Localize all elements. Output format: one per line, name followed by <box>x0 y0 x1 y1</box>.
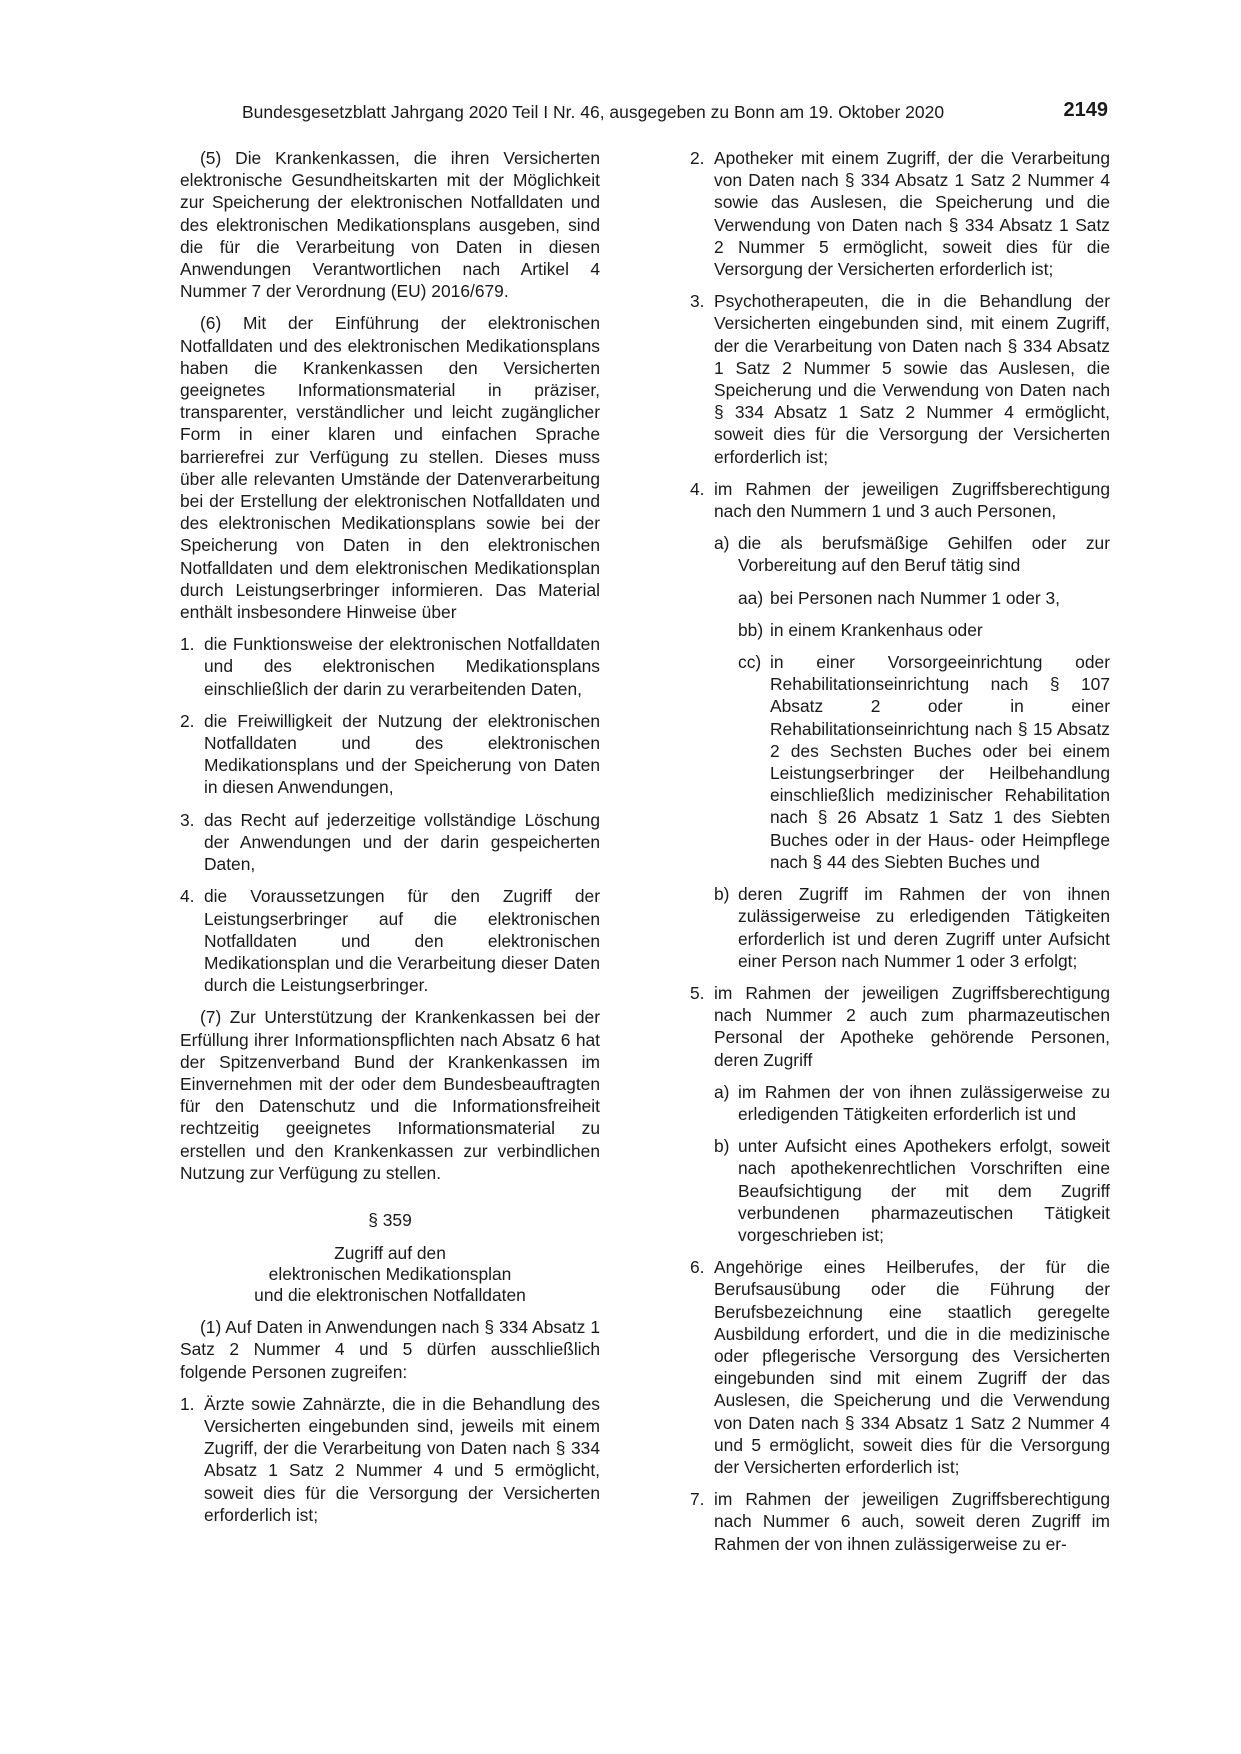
list-item-text: die Freiwilligkeit der Nutzung der elektronischen Notfalldaten und des elektronischen Medikationsplans und der Speicherung von Daten in diesen Anwendungen, <box>204 710 600 798</box>
section-title-line: Zugriff auf den <box>334 1243 446 1264</box>
sub-sub-list-item-letter: bb) <box>738 619 764 640</box>
sub-list-item <box>690 1135 1110 1246</box>
list-item-number: 1. <box>180 634 195 655</box>
sub-sub-list-item-letter: aa) <box>738 587 764 608</box>
sub-list-item <box>690 532 1110 576</box>
sub-sub-list-item <box>690 587 1110 609</box>
list-item <box>180 885 600 996</box>
list-item <box>180 710 600 799</box>
sub-sub-list-item-text: in einer Vorsorgeeinrichtung oder Rehabilitationseinrichtung nach § 107 Absatz 2 oder in einer Rehabilitationseinrichtung nach § 15 Absatz 2 des Sechsten Buches oder bei einem Leistungserbringer der Heilbehandlung einschließlich medizinischer Rehabilitation nach § 26 Absatz 1 Satz 1 des Siebten Buches oder in der Haus- oder Heimpflege nach § 44 des Siebten Buches und <box>770 652 1110 872</box>
sub-list-item-text: unter Aufsicht eines Apothekers erfolgt, soweit nach apothekenrechtlichen Vorschriften eine Beaufsichtigung der mit dem Zugriff verbundenen pharmazeutischen Tätigkeit vorgeschrieben ist; <box>738 1136 1110 1245</box>
list-item-number: 2. <box>180 710 195 731</box>
sub-list-item-text: deren Zugriff im Rahmen der von ihnen zulässigerweise zu erledigenden Tätigkeiten erforderlich ist und deren Zugriff unter Aufsicht einer Person nach Nummer 1 oder 3 erfolgt; <box>738 884 1110 971</box>
list-item <box>690 982 1110 1071</box>
sub-sub-list-item-text: in einem Krankenhaus oder <box>770 619 983 640</box>
list-item-number: 3. <box>180 809 195 830</box>
list-item <box>690 478 1110 522</box>
list-item-number: 7. <box>690 1489 705 1510</box>
list-item <box>690 1256 1110 1478</box>
sub-list-item <box>690 883 1110 972</box>
page-number: 2149 <box>1063 99 1108 121</box>
section-title <box>180 1243 600 1306</box>
sub-list-item-letter: a) <box>714 1081 730 1102</box>
list-item-number: 1. <box>180 1393 195 1414</box>
list-item-number: 5. <box>690 982 705 1003</box>
page-header <box>180 100 1108 130</box>
list-item <box>180 633 600 700</box>
sub-list-item-text: die als berufsmäßige Gehilfen oder zur Vorbereitung auf den Beruf tätig sind <box>738 533 1110 576</box>
list-item-text: die Funktionsweise der elektronischen Notfalldaten und des elektronischen Medikationsplans einschließlich der darin zu verarbeitenden Daten, <box>204 634 600 699</box>
paragraph-7: (7) Zur Unterstützung der Krankenkassen bei der Erfüllung ihrer Informationspflichten nach Absatz 6 hat der Spitzenverband Bund der Krankenkassen im Einvernehmen mit der oder dem Bundesbeauftragten für den Datenschutz und die Informationsfreiheit rechtzeitig geeignetes Informationsmaterial zu erstellen und den Krankenkassen zur verbindlichen Nutzung zur Verfügung zu stellen. <box>180 1007 600 1183</box>
sub-list-item-letter: b) <box>714 1136 730 1157</box>
sub-sub-list-item-text: bei Personen nach Nummer 1 oder 3, <box>770 587 1061 608</box>
right-column <box>690 147 1110 1565</box>
list-item <box>690 290 1110 468</box>
sub-list-item-letter: a) <box>714 533 730 554</box>
list-item-number: 3. <box>690 291 705 312</box>
list-item-text: Ärzte sowie Zahnärzte, die in die Behandlung des Versicherten eingebunden sind, jeweils mit einem Zugriff, der die Verarbeitung von Daten nach § 334 Absatz 1 Satz 2 Nummer 4 und 5 ermöglicht, soweit dies für die Versorgung der Versicherten erforderlich ist; <box>204 1393 600 1525</box>
list-item-number: 4. <box>180 886 195 907</box>
section-title-line: und die elektronischen Notfalldaten <box>254 1285 526 1306</box>
section-number: § 359 <box>368 1209 412 1230</box>
section-paragraph-1: (1) Auf Daten in Anwendungen nach § 334 Absatz 1 Satz 2 Nummer 4 und 5 dürfen ausschließlich folgende Personen zugreifen: <box>180 1317 600 1382</box>
list-item-text: im Rahmen der jeweiligen Zugriffsberechtigung nach Nummer 6 auch, soweit deren Zugriff im Rahmen der von ihnen zulässigerweise zu er- <box>714 1489 1110 1554</box>
paragraph-5: (5) Die Krankenkassen, die ihren Versicherten elektronische Gesundheitskarten mit der Möglichkeit zur Speicherung der elektronischen Notfalldaten und des elektronischen Medikationsplans ausgeben, sind die für die Verarbeitung von Daten in diesen Anwendungen Verantwortlichen nach Artikel 4 Nummer 7 der Verordnung (EU) 2016/679. <box>180 148 600 302</box>
list-item-text: die Voraussetzungen für den Zugriff der Leistungserbringer auf die elektronischen Notfalldaten und den elektronischen Medikationsplan und die Verarbeitung dieser Daten durch die Leistungserbringer. <box>204 886 600 996</box>
list-item-text: Apotheker mit einem Zugriff, der die Verarbeitung von Daten nach § 334 Absatz 1 Satz 2 Nummer 4 sowie das Auslesen, die Speicherung und die Verwendung von Daten nach § 334 Absatz 1 Satz 2 Nummer 5 ermöglicht, soweit dies für die Versorgung der Versicherten erforderlich ist; <box>714 148 1110 280</box>
list-item-text: Angehörige eines Heilberufes, der für die Berufsausübung oder die Führung der Berufsbezeichnung eine staatlich geregelte Ausbildung erfordert, und die in die medizinische oder pflegerische Versorgung des Versicherten eingebunden sind mit einem Zugriff der das Auslesen, die Speicherung und die Verwendung von Daten nach § 334 Absatz 1 Satz 2 Nummer 4 und 5 ermöglicht, soweit dies für die Versorgung der Versicherten erforderlich ist; <box>714 1257 1110 1477</box>
header-title: Bundesgesetzblatt Jahrgang 2020 Teil I Nr. 46, ausgegeben zu Bonn am 19. Oktober 2020 <box>242 102 945 122</box>
list-item-number: 6. <box>690 1257 705 1278</box>
list-item <box>180 1393 600 1526</box>
list-item-number: 2. <box>690 148 705 168</box>
paragraph-6: (6) Mit der Einführung der elektronischen Notfalldaten und des elektronischen Medikationsplans haben die Krankenkassen den Versicherten geeignetes Informationsmaterial in präziser, transparenter, verständlicher und leicht zugänglicher Form in einer klaren und einfachen Sprache barrierefrei zur Verfügung zu stellen. Dieses muss über alle relevanten Umstände der Datenverarbeitung bei der Erstellung der elektronischen Notfalldaten und des elektronischen Medikationsplans sowie bei der Speicherung von Daten in den elektronischen Notfalldaten und dem elektronischen Medikationsplan durch Leistungserbringer informieren. Das Material enthält insbesondere Hinweise über <box>180 313 600 623</box>
sub-sub-list-item <box>690 651 1110 873</box>
section-title-line: elektronischen Medikationsplan <box>268 1264 512 1285</box>
list-item-text: Psychotherapeuten, die in die Behandlung der Versicherten eingebunden sind, mit einem Zugriff, der die Verarbeitung von Daten nach § 334 Absatz 1 Satz 2 Nummer 5 sowie das Auslesen, die Speicherung und die Verwendung von Daten nach § 334 Absatz 1 Satz 2 Nummer 4 ermöglicht, soweit dies für die Versorgung der Versicherten erforderlich ist; <box>714 291 1110 467</box>
sub-sub-list-item <box>690 619 1110 641</box>
list-item <box>690 1488 1110 1555</box>
sub-list-item <box>690 1081 1110 1125</box>
sub-list-item-letter: b) <box>714 884 730 905</box>
list-item-number: 4. <box>690 478 705 499</box>
list-item-text: das Recht auf jederzeitige vollständige Löschung der Anwendungen und der darin gespeicherten Daten, <box>204 809 600 875</box>
list-item-text: im Rahmen der jeweiligen Zugriffsberechtigung nach Nummer 2 auch zum pharmazeutischen Personal der Apotheke gehörende Personen, deren Zugriff <box>714 982 1110 1070</box>
sub-list-item-text: im Rahmen der von ihnen zulässigerweise zu erledigenden Tätigkeiten erforderlich ist und <box>738 1081 1110 1124</box>
list-item <box>180 809 600 876</box>
left-column <box>180 147 600 1536</box>
list-item <box>690 147 1110 280</box>
sub-sub-list-item-letter: cc) <box>738 652 762 673</box>
list-item-text: im Rahmen der jeweiligen Zugriffsberechtigung nach den Nummern 1 und 3 auch Personen, <box>714 478 1110 522</box>
